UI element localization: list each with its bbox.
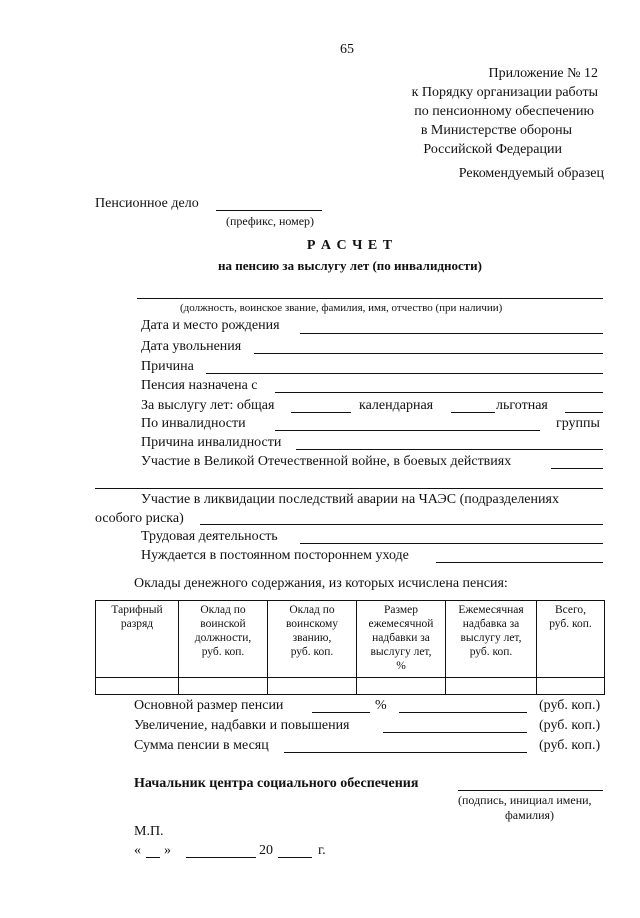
appendix-line-3: по пенсионному обеспечению xyxy=(414,104,594,119)
increase-label: Увеличение, надбавки и повышения xyxy=(134,718,350,733)
header-rank-salary: Оклад по воинскому званию, руб. коп. xyxy=(268,601,357,678)
base-amount-field[interactable] xyxy=(399,712,527,713)
dismissal-label: Дата увольнения xyxy=(141,339,242,354)
signature-hint-1: (подпись, инициал имени, xyxy=(458,793,592,807)
appendix-line-5: Российской Федерации xyxy=(423,142,562,157)
table-cell[interactable] xyxy=(357,678,446,695)
labor-label: Трудовая деятельность xyxy=(141,529,278,544)
signature-hint-2: фамилия) xyxy=(505,808,555,822)
header-bonus-amount: Ежемесячная надбавка за выслугу лет, руб. коп. xyxy=(446,601,537,678)
disability-reason-label: Причина инвалидности xyxy=(141,435,282,450)
table-cell[interactable] xyxy=(96,678,179,695)
disability-reason-field[interactable] xyxy=(296,449,603,450)
base-pension-label: Основной размер пенсии xyxy=(134,698,284,713)
preferential-label: льготная xyxy=(496,398,548,413)
base-percent-field[interactable] xyxy=(312,712,370,713)
date-day-field[interactable] xyxy=(146,857,160,858)
page-number: 65 xyxy=(340,42,354,57)
chernobyl-label-2: особого риска) xyxy=(95,511,184,526)
date-month-field[interactable] xyxy=(186,857,256,858)
service-total-field[interactable] xyxy=(291,412,351,413)
reason-field[interactable] xyxy=(206,373,603,374)
reason-label: Причина xyxy=(141,359,194,374)
appendix-line-1: Приложение № 12 xyxy=(488,66,598,81)
chernobyl-label-1: Участие в ликвидации последствий аварии на ЧАЭС (подразделениях xyxy=(141,492,559,507)
war-field-continued[interactable] xyxy=(95,488,603,489)
group-label: группы xyxy=(556,416,600,431)
date-year-suffix: г. xyxy=(318,843,326,858)
date-close-quote: » xyxy=(164,843,171,858)
birth-field[interactable] xyxy=(300,333,603,334)
appendix-line-2: к Порядку организации работы xyxy=(411,85,598,100)
base-unit: (руб. коп.) xyxy=(539,698,601,713)
appendix-line-4: в Министерстве обороны xyxy=(420,123,572,138)
document-title: Р А С Ч Е Т xyxy=(306,238,394,253)
service-total-label: За выслугу лет: общая xyxy=(141,398,275,413)
pension-case-field[interactable] xyxy=(216,210,322,211)
header-total: Всего, руб. коп. xyxy=(537,601,605,678)
appendix-header xyxy=(412,64,598,159)
monthly-sum-unit: (руб. коп.) xyxy=(539,738,601,753)
person-field[interactable] xyxy=(137,298,603,299)
chernobyl-field[interactable] xyxy=(200,524,603,525)
table-cell[interactable] xyxy=(537,678,605,695)
pension-case-label: Пенсионное дело xyxy=(95,196,199,211)
document-subtitle: на пенсию за выслугу лет (по инвалидности) xyxy=(217,258,482,273)
signature-field[interactable] xyxy=(458,790,603,791)
monthly-sum-label: Сумма пенсии в месяц xyxy=(134,738,269,753)
calendar-field[interactable] xyxy=(451,412,495,413)
date-open-quote: « xyxy=(134,843,141,858)
increase-field[interactable] xyxy=(383,732,527,733)
sample-note: Рекомендуемый образец xyxy=(458,166,604,181)
percent-sign: % xyxy=(375,698,387,713)
salary-table-header-row xyxy=(96,601,605,678)
header-position-salary: Оклад по воинской должности, руб. коп. xyxy=(179,601,268,678)
signature-title: Начальник центра социального обеспечения xyxy=(134,776,419,791)
assigned-label: Пенсия назначена с xyxy=(141,378,258,393)
care-field[interactable] xyxy=(436,562,603,563)
salary-table xyxy=(95,600,605,695)
assigned-field[interactable] xyxy=(275,392,603,393)
person-hint: (должность, воинское звание, фамилия, имя, отчество (при наличии) xyxy=(180,302,503,314)
dismissal-field[interactable] xyxy=(254,353,603,354)
preferential-field[interactable] xyxy=(565,412,603,413)
header-bonus-percent: Размер ежемесячной надбавки за выслугу лет, % xyxy=(357,601,446,678)
date-year-prefix: 20 xyxy=(259,843,273,858)
table-cell[interactable] xyxy=(179,678,268,695)
date-year-field[interactable] xyxy=(278,857,312,858)
birth-label: Дата и место рождения xyxy=(141,318,280,333)
table-row xyxy=(96,678,605,695)
disability-field[interactable] xyxy=(275,430,540,431)
care-label: Нуждается в постоянном постороннем уходе xyxy=(141,548,409,563)
header-tariff: Тарифный разряд xyxy=(96,601,179,678)
salary-intro: Оклады денежного содержания, из которых исчислена пенсия: xyxy=(134,576,508,591)
table-cell[interactable] xyxy=(268,678,357,695)
war-label: Участие в Великой Отечественной войне, в боевых действиях xyxy=(141,454,512,469)
pension-case-hint: (префикс, номер) xyxy=(226,214,315,228)
monthly-sum-field[interactable] xyxy=(284,752,527,753)
disability-label: По инвалидности xyxy=(141,416,246,431)
calendar-label: календарная xyxy=(359,398,434,413)
stamp-label: М.П. xyxy=(134,824,164,839)
labor-field[interactable] xyxy=(300,543,603,544)
increase-unit: (руб. коп.) xyxy=(539,718,601,733)
war-field[interactable] xyxy=(551,468,603,469)
table-cell[interactable] xyxy=(446,678,537,695)
